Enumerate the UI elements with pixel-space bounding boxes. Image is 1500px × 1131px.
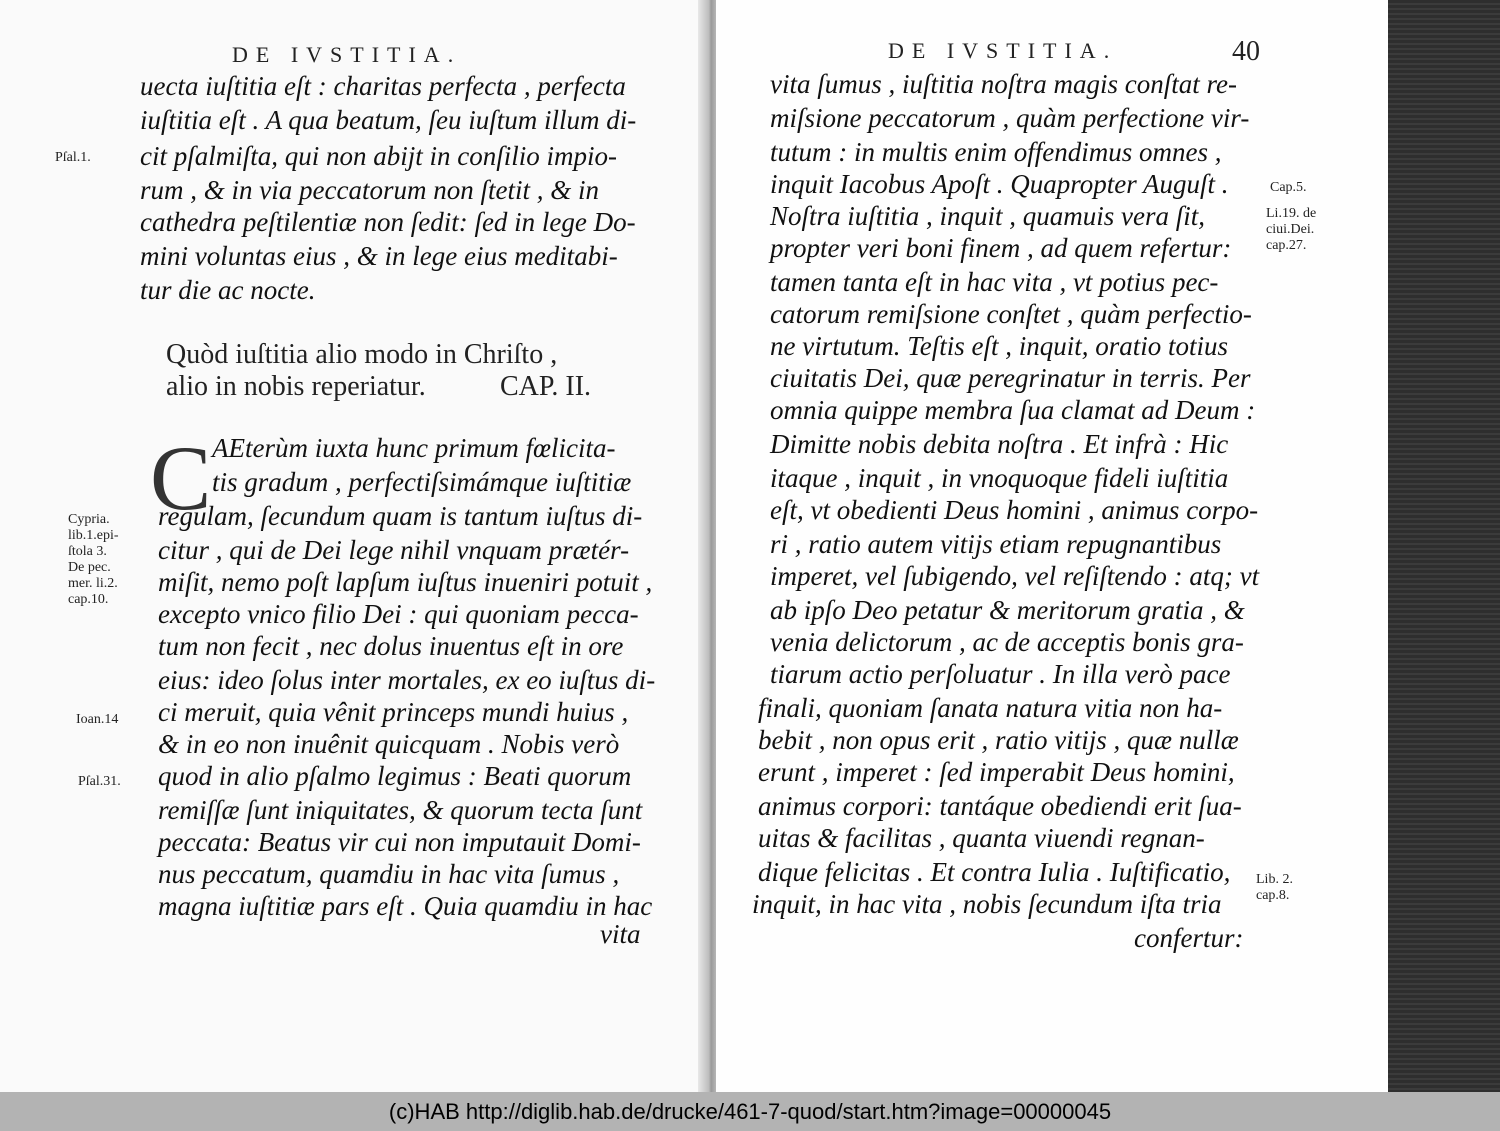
text-line: miſit, nemo poſt lapſum iuſtus inueniri potuit , [158, 567, 653, 597]
copyright-footer: (c)HAB http://diglib.hab.de/drucke/461-7-quod/start.htm?image=00000045 [0, 1092, 1500, 1131]
left-page [0, 0, 704, 1092]
right-page [716, 0, 1388, 1092]
margin-note: Pſal.31. [78, 774, 121, 789]
text-line: uitas & facilitas , quanta viuendi regnan- [758, 823, 1205, 853]
chapter-title-line2: alio in nobis reperiatur. [166, 371, 426, 402]
text-line: omnia quippe membra ſua clamat ad Deum : [770, 395, 1256, 425]
text-line: imperet, vel ſubigendo, vel reſiſtendo : atq; vt [770, 561, 1260, 591]
catchword: vita [600, 919, 641, 949]
text-line: peccata: Beatus vir cui non imputauit Domi- [158, 827, 641, 857]
text-line: Noſtra iuſtitia , inquit , quamuis vera ſit, [770, 201, 1206, 231]
text-line: regulam, ſecundum quam is tantum iuſtus di- [158, 501, 643, 531]
text-line: bebit , non opus erit , ratio vitijs , quæ nullæ [758, 725, 1239, 755]
text-line: uecta iuſtitia eſt : charitas perfecta , perfecta [140, 71, 626, 101]
text-line: ab ipſo Deo petatur & meritorum gratia , & [770, 595, 1245, 625]
text-line: venia delictorum , ac de acceptis bonis gra- [770, 627, 1244, 657]
margin-note: Pſal.1. [55, 150, 91, 165]
text-line: animus corpori: tantáque obediendi erit ſua- [758, 791, 1242, 821]
text-line: inquit, in hac vita , nobis ſecundum iſta tria [752, 889, 1222, 919]
text-line: itaque , inquit , in vnoquoque fideli iuſtitia [770, 463, 1229, 493]
text-line: excepto vnico filio Dei : qui quoniam pecca- [158, 599, 639, 629]
margin-note: Cypria. lib.1.epi- ſtola 3. De pec. mer. li.2. cap.10. [68, 512, 119, 607]
chapter-number: CAP. II. [500, 371, 592, 402]
text-line: miſsione peccatorum , quàm perfectione vir- [770, 103, 1250, 133]
text-line: inquit Iacobus Apoſt . Quapropter Auguſt . [770, 169, 1229, 199]
scan-border [1388, 0, 1500, 1092]
text-line: propter veri boni finem , ad quem refertur: [770, 233, 1232, 263]
text-line: rum , & in via peccatorum non ſtetit , & in [140, 175, 599, 205]
text-line: & in eo non inuênit quicquam . Nobis verò [158, 729, 620, 759]
text-line: cit pſalmiſta, qui non abijt in conſilio impio- [140, 141, 617, 171]
drop-initial: C [150, 427, 212, 529]
text-line: eſt, vt obedienti Deus homini , animus corpo- [770, 495, 1259, 525]
text-line: ci meruit, quia vênit princeps mundi huius , [158, 697, 629, 727]
text-line: dique felicitas . Et contra Iulia . Iuſtificatio, [758, 857, 1231, 887]
page-number: 40 [1232, 36, 1260, 67]
text-line: Dimitte nobis debita noſtra . Et infrà : Hic [770, 429, 1229, 459]
text-line: tum non fecit , nec dolus inuentus eſt in ore [158, 631, 624, 661]
text-line: remiſſæ ſunt iniquitates, & quorum tecta ſunt [158, 795, 643, 825]
text-line: cathedra peſtilentiæ non ſedit: ſed in lege Do- [140, 207, 636, 237]
text-line: tamen tanta eſt in hac vita , vt potius pec- [770, 267, 1219, 297]
margin-note: Lib. 2. cap.8. [1256, 872, 1293, 903]
text-line: tiarum actio perſoluatur . In illa verò pace [770, 659, 1231, 689]
catchword: confertur: [1134, 923, 1244, 953]
text-line: nus peccatum, quamdiu in hac vita ſumus , [158, 859, 620, 889]
text-line: ciuitatis Dei, quæ peregrinatur in terris. Per [770, 363, 1251, 393]
margin-note: Ioan.14 [76, 712, 119, 727]
running-header-right: DE IVSTITIA. [888, 38, 1118, 63]
text-line: magna iuſtitiæ pars eſt . Quia quamdiu in hac [158, 891, 653, 921]
text-line: tutum : in multis enim offendimus omnes , [770, 137, 1222, 167]
text-line: erunt , imperet : ſed imperabit Deus homini, [758, 757, 1235, 787]
margin-note: Li.19. de ciui.Dei. cap.27. [1266, 206, 1317, 253]
text-line: AEterùm iuxta hunc primum fœlicita- [212, 433, 616, 463]
text-line: quod in alio pſalmo legimus : Beati quorum [158, 761, 632, 791]
text-line: catorum remiſsione conſtet , quàm perfectio- [770, 299, 1252, 329]
text-line: ne virtutum. Teſtis eſt , inquit, oratio totius [770, 331, 1229, 361]
text-line: vita ſumus , iuſtitia noſtra magis conſtat re- [770, 69, 1237, 99]
text-line: ri , ratio autem vitijs etiam repugnantibus [770, 529, 1222, 559]
text-line: eius: ideo ſolus inter mortales, ex eo iuſtus di- [158, 665, 656, 695]
running-header-left: DE IVSTITIA. [232, 42, 462, 67]
text-line: mini voluntas eius , & in lege eius meditabi- [140, 241, 618, 271]
text-line: finali, quoniam ſanata natura vitia non ha- [758, 693, 1223, 723]
text-line: iuſtitia eſt . A qua beatum, ſeu iuſtum illum di- [140, 105, 637, 135]
chapter-title-line1: Quòd iuſtitia alio modo in Chriſto , [166, 339, 558, 370]
margin-note: Cap.5. [1270, 180, 1307, 195]
text-line: tur die ac nocte. [140, 275, 316, 305]
text-line: tis gradum , perfectiſsimámque iuſtitiæ [212, 467, 632, 497]
text-line: citur , qui de Dei lege nihil vnquam prætér- [158, 535, 630, 565]
